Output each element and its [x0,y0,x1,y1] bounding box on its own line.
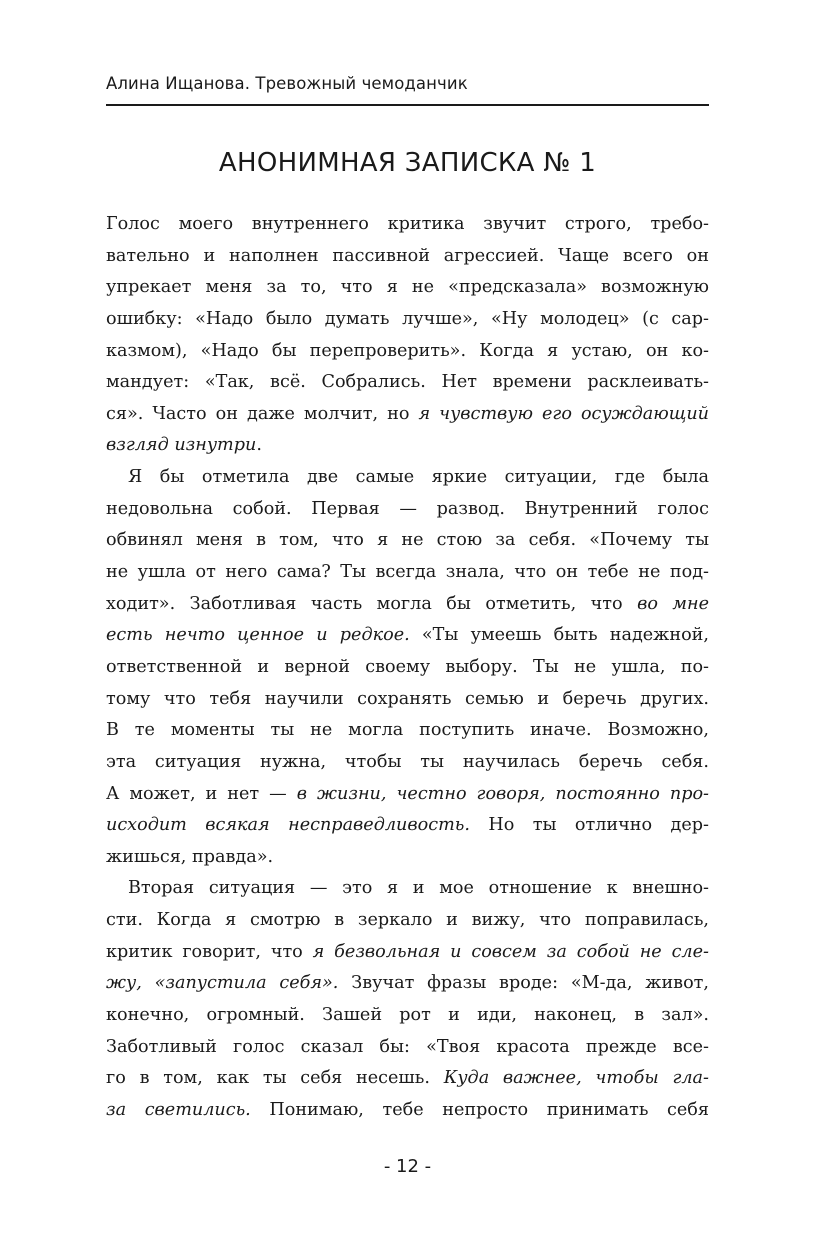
text-line: В те моменты ты не могла поступить иначе. Возможно, [106,720,709,741]
header-rule [106,104,709,106]
text-line: есть нечто ценное и редкое. «Ты умеешь быть надежной, [106,625,710,646]
text-line: Заботливый голос сказал бы: «Твоя красота прежде все- [106,1036,709,1057]
text-line: критик говорит, что я безвольная и совсем за собой не сле- [106,941,709,962]
text-line: упрекает меня за то, что я не «предсказала» возможную [106,277,709,298]
chapter-title: АНОНИМНАЯ ЗАПИСКА № 1 [218,148,597,178]
page-number: - 12 - [383,1156,432,1177]
text-line: А может, и нет — в жизни, честно говоря, постоянно про- [106,783,709,804]
text-line: Вторая ситуация — это я и мое отношение к внешно- [128,878,709,899]
text-line: обвинял меня в том, что я не стою за себя. «Почему ты [106,530,709,551]
text-line: ошибку: «Надо было думать лучше», «Ну молодец» (с сар- [106,308,709,329]
text-line: ся». Часто он даже молчит, но я чувствую его осуждающий [106,403,709,424]
text-line: эта ситуация нужна, чтобы ты научилась беречь себя. [106,751,709,772]
paragraph-1 [106,209,709,462]
text-line: взгляд изнутри. [106,435,262,456]
text-line: сти. Когда я смотрю в зеркало и вижу, что поправилась, [106,910,709,931]
text-line: не ушла от него сама? Ты всегда знала, что он тебе не под- [106,562,709,583]
text-line: ответственной и верной своему выбору. Ты не ушла, по- [106,656,709,677]
text-line: конечно, огромный. Зашей рот и иди, наконец, в зал». [106,1005,709,1026]
text-line: за светились. Понимаю, тебе непросто принимать себя [106,1099,709,1120]
text-line: вательно и наполнен пассивной агрессией. Чаще всего он [106,245,709,266]
running-header: Алина Ищанова. Тревожный чемоданчик [106,74,468,93]
body-text [106,209,709,1127]
text-line: исходит всякая несправедливость. Но ты отлично дер- [106,815,709,836]
text-line: мандует: «Так, всё. Собрались. Нет времени расклеивать- [106,372,709,393]
text-line: жишься, правда». [106,846,274,867]
text-line: ходит». Заботливая часть могла бы отметить, что во мне [106,593,709,614]
paragraph-2 [106,462,709,873]
text-line: тому что тебя научили сохранять семью и беречь других. [106,688,709,709]
text-line: недовольна собой. Первая — развод. Внутренний голос [106,498,709,519]
paragraph-3 [106,873,709,1126]
text-line: казмом), «Надо бы перепроверить». Когда я устаю, он ко- [106,340,709,361]
text-line: Я бы отметила две самые яркие ситуации, где была [128,467,709,488]
text-line: жу, «запустила себя». Звучат фразы вроде: «М-да, живот, [106,973,710,994]
text-line: Голос моего внутреннего критика звучит строго, требо- [106,214,709,234]
text-line: го в том, как ты себя несешь. Куда важнее, чтобы гла- [106,1068,709,1089]
